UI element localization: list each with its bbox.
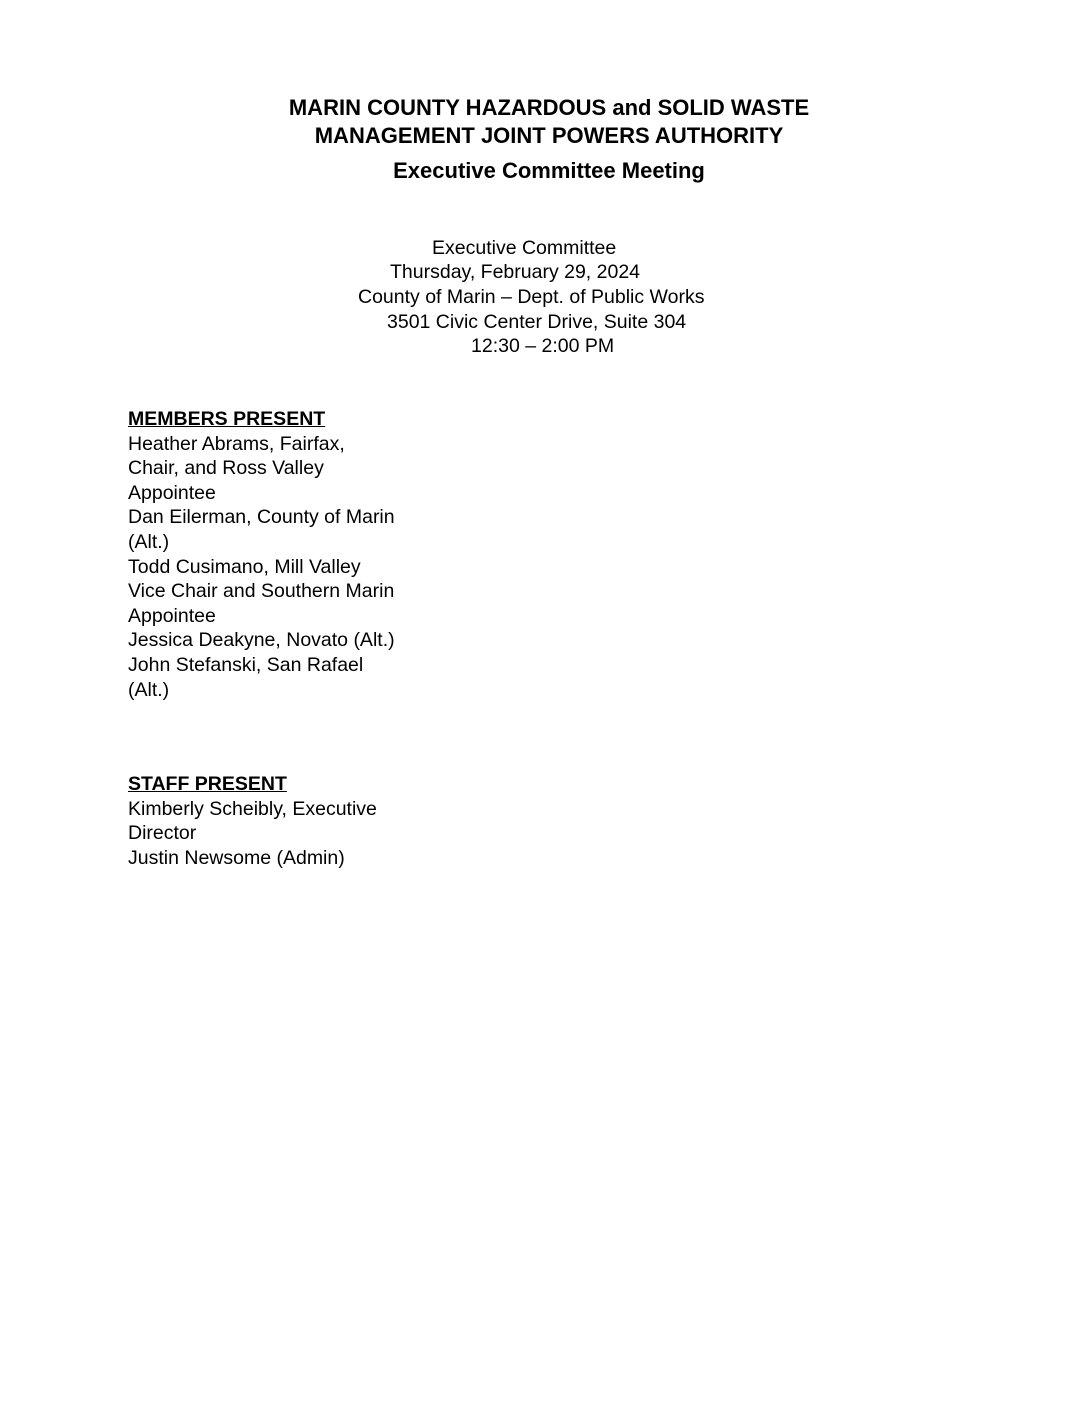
members-present-section	[128, 407, 398, 702]
meeting-date: Thursday, February 29, 2024	[390, 261, 641, 283]
member-entry: Jessica Deakyne, Novato (Alt.)	[128, 629, 395, 652]
document-title-line-2: MANAGEMENT JOINT POWERS AUTHORITY	[314, 123, 784, 148]
staff-entry: Kimberly Scheibly, Executive Director	[128, 797, 377, 845]
document-title-line-1: MARIN COUNTY HAZARDOUS and SOLID WASTE	[288, 95, 810, 120]
document-subtitle: Executive Committee Meeting	[393, 158, 705, 183]
meeting-location: County of Marin – Dept. of Public Works	[358, 286, 705, 308]
member-entry: John Stefanski, San Rafael (Alt.)	[128, 653, 364, 701]
staff-entry: Justin Newsome (Admin)	[128, 846, 345, 869]
members-present-heading: MEMBERS PRESENT	[128, 408, 326, 430]
meeting-committee: Executive Committee	[432, 237, 617, 259]
staff-present-list	[128, 797, 418, 871]
member-entry: Todd Cusimano, Mill Valley Vice Chair and Southern Marin Appointee	[128, 555, 395, 627]
member-entry: Heather Abrams, Fairfax, Chair, and Ross Valley Appointee	[128, 432, 345, 504]
members-present-list	[128, 432, 398, 703]
meeting-time: 12:30 – 2:00 PM	[471, 335, 615, 357]
member-entry: Dan Eilerman, County of Marin (Alt.)	[128, 506, 395, 553]
meeting-address: 3501 Civic Center Drive, Suite 304	[387, 311, 687, 333]
staff-present-heading: STAFF PRESENT	[128, 773, 287, 795]
staff-present-section	[128, 772, 418, 870]
